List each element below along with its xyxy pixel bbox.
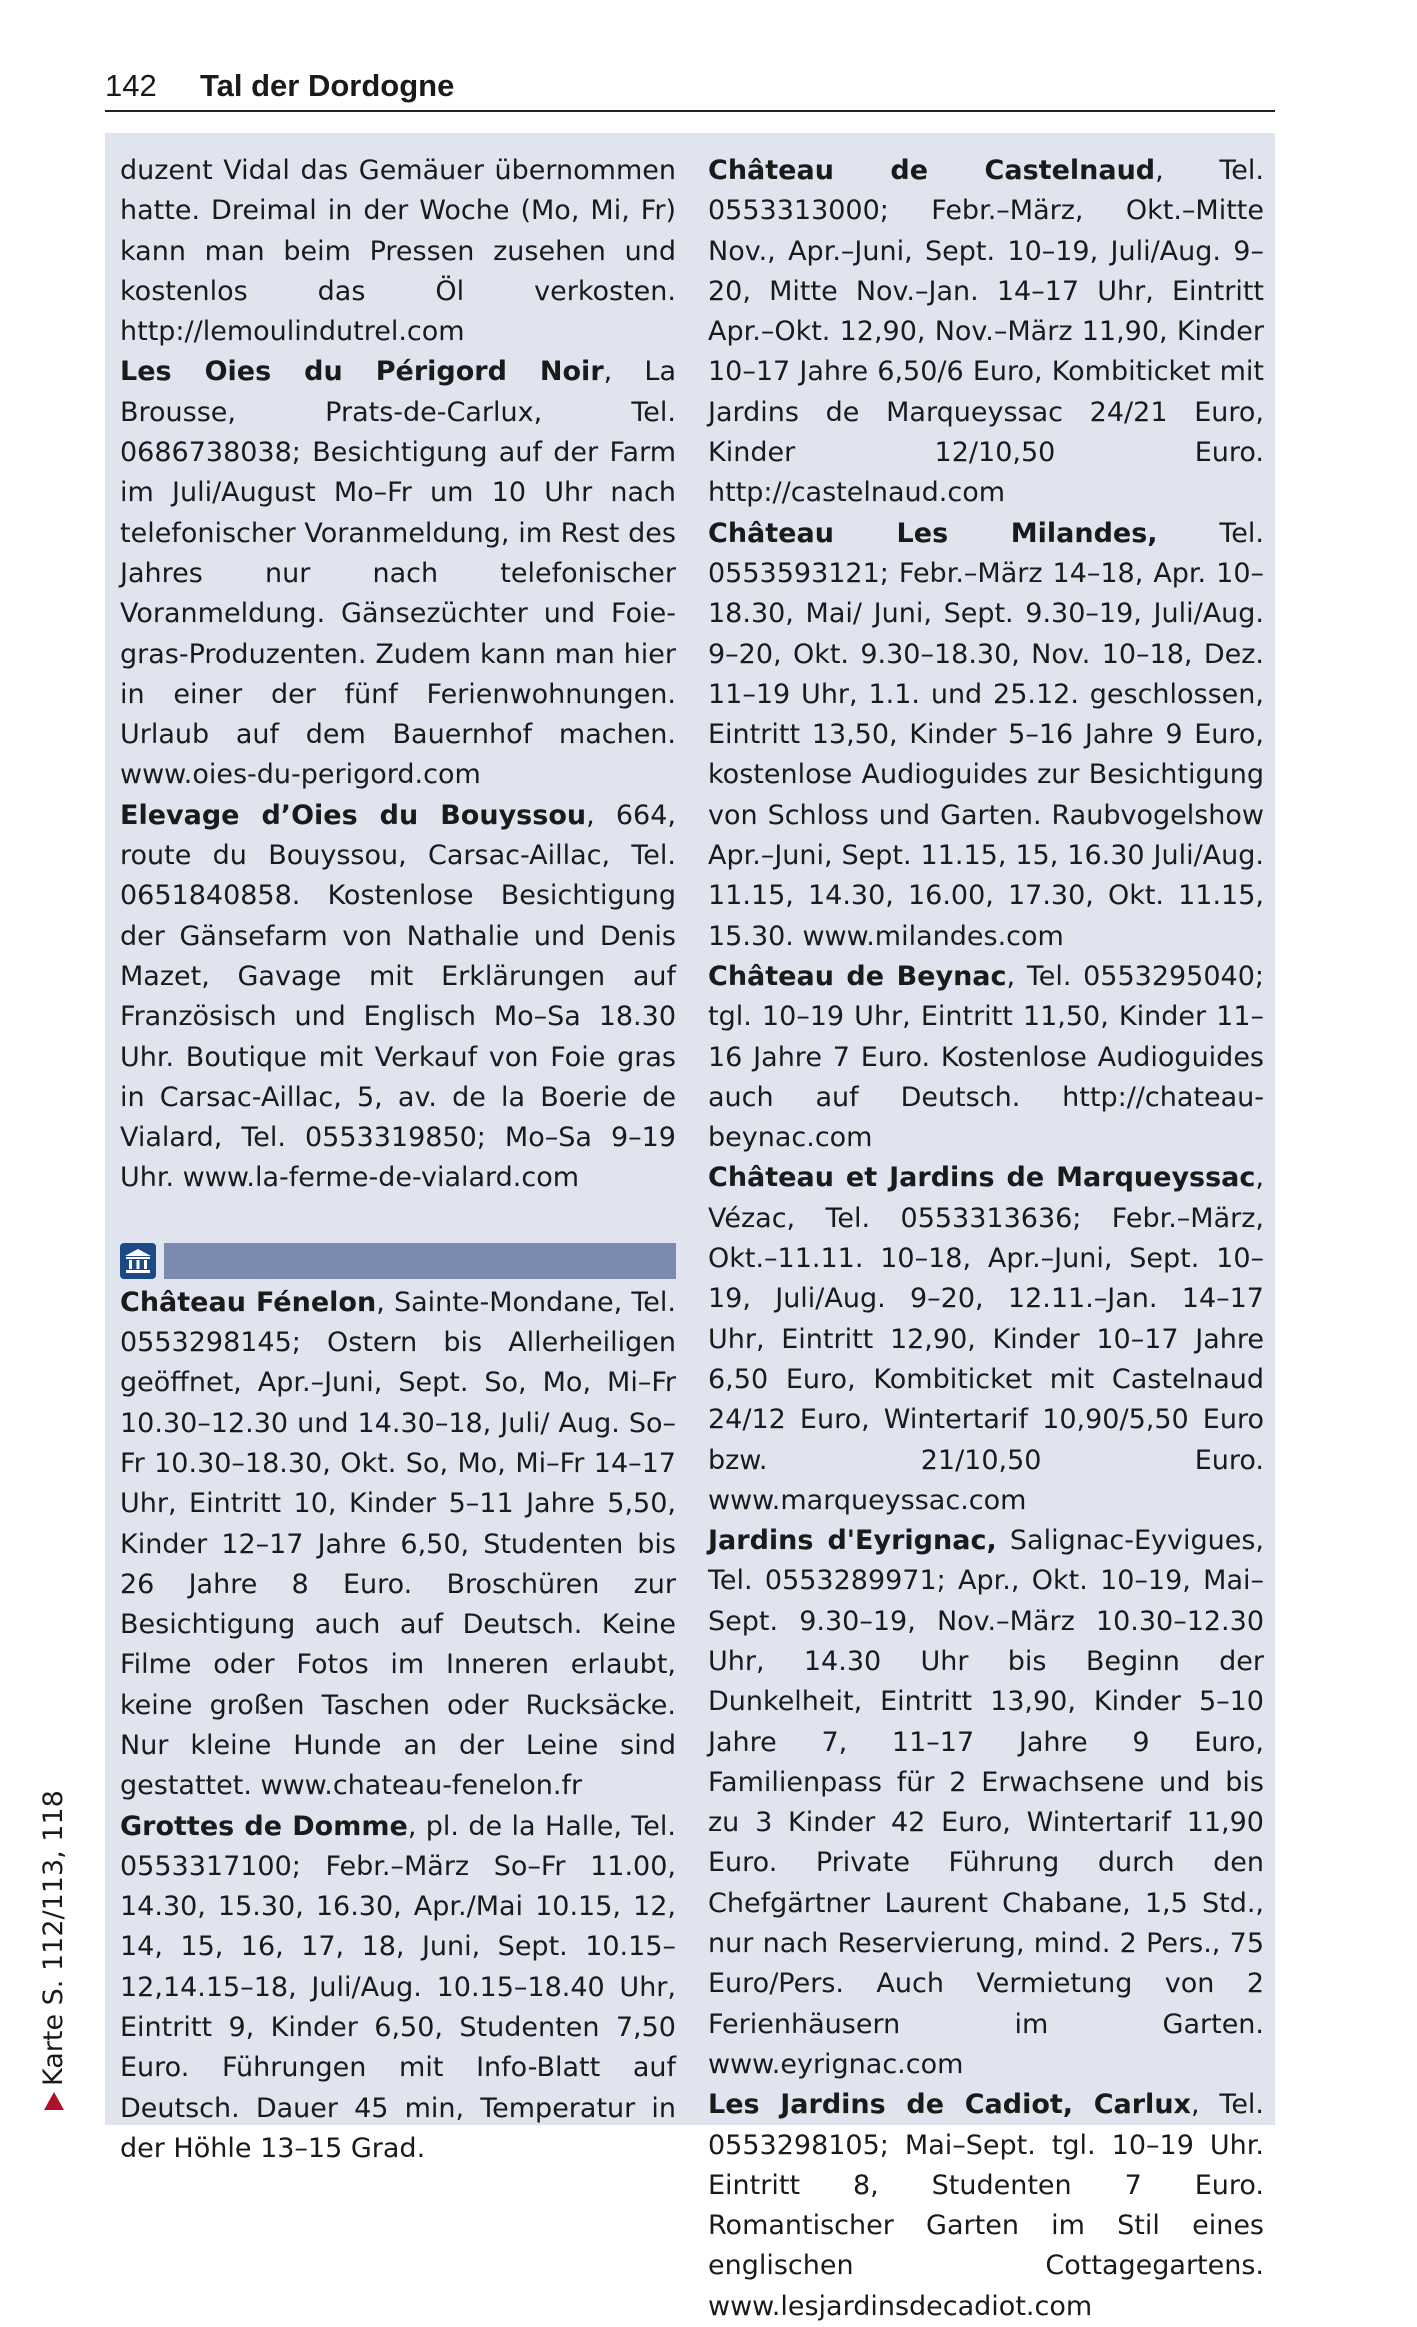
entry-name: Jardins d'Eyrignac,: [708, 1525, 997, 1557]
entry-text: Salignac-Eyvigues, Tel. 0553289971; Apr., Okt. 10–19, Mai–Sept. 9.30–19, Nov.–März 10.30–12.30 Uhr, 14.30 Uhr bis Beginn der Dunkelheit, Eintritt 13,90, Kinder 5–10 Jahre 7, 11–17 Jahre 9 Euro, Familienpass für 2 Erwachsene und bis zu 3 Kinder 42 Euro, Wintertarif 11,90 Euro. Private Führung durch den Chefgärtner Laurent Chabane, 1,5 Std., nur nach Reservierung, mind. 2 Pers., 75 Euro/Pers. Auch Vermietung von 2 Ferienhäusern im Garten. www.eyrignac.com: [708, 1525, 1264, 2080]
entry-text: , Tel. 0553313000; Febr.–März, Okt.–Mitte Nov., Apr.–Juni, Sept. 10–19, Juli/Aug. 9–20, Mitte Nov.–Jan. 14–17 Uhr, Eintritt Apr.–Okt. 12,90, Nov.–März 11,90, Kinder 10–17 Jahre 6,50/6 Euro, Kombiticket mit Jardins de Marqueyssac 24/21 Euro, Kinder 12/10,50 Euro. http://castelnaud.com: [708, 155, 1264, 509]
column-right: [708, 151, 1264, 2327]
map-reference-text: Karte S. 112/113, 118: [38, 1790, 69, 2086]
entry-text: , Tel. 0553295040; tgl. 10–19 Uhr, Eintritt 11,50, Kinder 11–16 Jahre 7 Euro. Kostenlose Audioguides auch auf Deutsch. http://chateau-beynac.com: [708, 960, 1264, 1154]
entry-name: Les Oies du Périgord Noir: [120, 356, 604, 388]
entry: [120, 352, 676, 795]
entry: [708, 514, 1264, 957]
entry-text: , 664, route du Bouyssou, Carsac-Aillac, Tel. 0651840858. Kostenlose Besichtigung der Gänsefarm von Nathalie und Denis Mazet, Gavage mit Erklärungen auf Französisch und Englisch Mo–Sa 18.30 Uhr. Boutique mit Verkauf von Foie gras in Carsac-Aillac, 5, av. de la Boerie de Vialard, Tel. 0553319850; Mo–Sa 9–19 Uhr. www.la-ferme-de-vialard.com: [120, 799, 676, 1194]
info-box: [105, 133, 1275, 2322]
entry: [120, 1283, 676, 1807]
entry-text: , pl. de la Halle, Tel. 0553317100; Febr.–März So–Fr 11.00, 14.30, 15.30, 16.30, Apr./Mai 10.15, 12, 14, 15, 16, 17, 18, Juni, Sept. 10.15–12,14.15–18, Juli/Aug. 10.15–18.40 Uhr, Eintritt 9, Kinder 6,50, Studenten 7,50 Euro. Führungen mit Info-Blatt auf Deutsch. Dauer 45 min, Temperatur in der Höhle 13–15 Grad.: [120, 1810, 676, 2164]
entry-name: Elevage d’Oies du Bouyssou: [120, 799, 587, 831]
section-header-sights: [120, 1241, 676, 1281]
museum-icon: [120, 1243, 156, 1279]
entry-name: Château de Castelnaud: [708, 155, 1156, 186]
entry-text: , Sainte-Mondane, Tel. 0553298145; Ostern bis Allerheiligen geöffnet, Apr.–Juni, Sept. So, Mo, Mi–Fr 10.30–12.30 und 14.30–18, Juli/ Aug. So–Fr 10.30–18.30, Okt. So, Mo, Mi–Fr 14–17 Uhr, Eintritt 10, Kinder 5–11 Jahre 5,50, Kinder 12–17 Jahre 6,50, Studenten bis 26 Jahre 8 Euro. Broschüren zur Besichtigung auch auf Deutsch. Keine Filme oder Fotos im Inneren erlaubt, keine großen Taschen oder Rucksäcke. Nur kleine Hunde an der Leine sind gestattet. www.chateau-fenelon.fr: [120, 1286, 676, 1802]
entry-text: , Vézac, Tel. 0553313636; Febr.–März, Okt.–11.11. 10–18, Apr.–Juni, Sept. 10–19, Juli/Aug. 9–20, 12.11.–Jan. 14–17 Uhr, Eintritt 12,90, Kinder 10–17 Jahre 6,50 Euro, Kombiticket mit Castelnaud 24/12 Euro, Wintertarif 10,90/5,50 Euro bzw. 21/10,50 Euro. www.marqueyssac.com: [708, 1162, 1264, 1516]
entry: [120, 1807, 676, 2170]
entry: [708, 1521, 1264, 2085]
chapter-title: Tal der Dordogne: [200, 68, 455, 103]
entry: [708, 957, 1264, 1158]
entry: [708, 151, 1264, 514]
entry-name: Château Les Milandes,: [708, 517, 1158, 549]
running-header: [105, 66, 1275, 112]
column-left: [120, 151, 676, 2169]
entry-name: Château Fénelon: [120, 1286, 377, 1318]
entry: [708, 1158, 1264, 1521]
entry-name: Grottes de Domme: [120, 1810, 408, 1842]
entry-name: Les Jardins de Cadiot, Carlux: [708, 2089, 1191, 2121]
entry-name: Château et Jardins de Marqueyssac: [708, 1162, 1256, 1194]
entry: [708, 2085, 1264, 2327]
map-reference: [38, 1790, 69, 2110]
page-number: 142: [105, 68, 157, 103]
entry-name: Château de Beynac: [708, 960, 1007, 992]
section-bar: [164, 1243, 676, 1279]
entry: [120, 796, 676, 1199]
entry-continuation: duzent Vidal das Gemäuer übernommen hatte. Dreimal in der Woche (Mo, Mi, Fr) kann man beim Pressen zusehen und kostenlos das Öl verkosten. http://lemoulindutrel.com: [120, 155, 676, 348]
entry-text: Tel. 0553593121; Febr.–März 14–18, Apr. 10–18.30, Mai/ Juni, Sept. 9.30–19, Juli/Aug. 9–20, Okt. 9.30–18.30, Nov. 10–18, Dez. 11–19 Uhr, 1.1. und 25.12. geschlossen, Eintritt 13,50, Kinder 5–16 Jahre 9 Euro, kostenlose Audioguides zur Besichtigung von Schloss und Garten. Raubvogelshow Apr.–Juni, Sept. 11.15, 15, 16.30 Juli/Aug. 11.15, 14.30, 16.00, 17.30, Okt. 11.15, 15.30. www.milandes.com: [708, 517, 1265, 952]
triangle-marker-icon: [44, 2092, 64, 2110]
entry-text: , La Brousse, Prats-de-Carlux, Tel. 0686738038; Besichtigung auf der Farm im Juli/August Mo–Fr um 10 Uhr nach telefonischer Voranmeldung, im Rest des Jahres nur nach telefonischer Voranmeldung. Gänsezüchter und Foie-gras-Produzenten. Zudem kann man hier in einer der fünf Ferienwohnungen. Urlaub auf dem Bauernhof machen. www.oies-du-perigord.com: [120, 356, 676, 791]
entry-text: , Tel. 0553298105; Mai–Sept. tgl. 10–19 Uhr. Eintritt 8, Studenten 7 Euro. Romantischer Garten im Stil eines englischen Cottagegartens. www.lesjardinsdecadiot.com: [708, 2089, 1265, 2322]
